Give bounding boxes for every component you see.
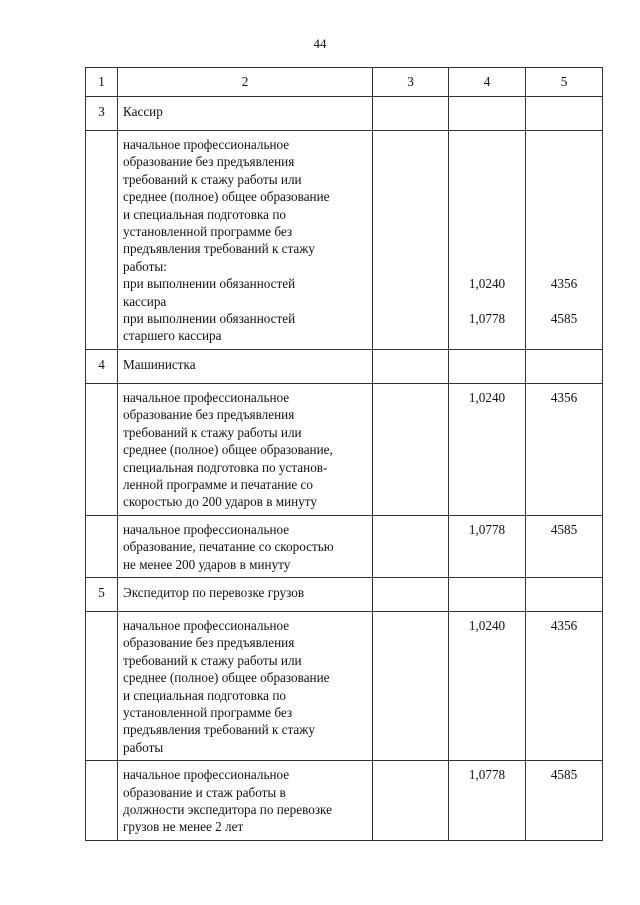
section-row-typist <box>86 349 603 383</box>
salary-value: 4356 <box>526 383 603 515</box>
header-cell-5: 5 <box>526 68 603 97</box>
empty-cell <box>373 761 449 841</box>
table-row <box>86 611 603 760</box>
empty-cell <box>373 383 449 515</box>
qualification-description: начальное профессиональное образование, печатание со скоростью не менее 200 ударов в минуту <box>118 515 373 577</box>
section-number: 3 <box>86 97 118 131</box>
position-title: Кассир <box>118 97 373 131</box>
coefficient-value: 1,0778 <box>449 515 526 577</box>
qualification-description: начальное профессиональное образование без предъявления требований к стажу работы или среднее (полное) общее образование и специальная подготовка по установленной программе без предъявления требований к стажу работы: при выполнении обязанностей кассира при выполнении обязанностей старшего кассира <box>118 131 373 350</box>
empty-cell <box>86 611 118 760</box>
empty-cell <box>86 383 118 515</box>
section-number: 5 <box>86 577 118 611</box>
salary-value: 4356 <box>526 611 603 760</box>
section-row-forwarder <box>86 577 603 611</box>
salary-value: 4585 <box>550 310 578 326</box>
table-header-row <box>86 68 603 97</box>
empty-cell <box>449 349 526 383</box>
section-number: 4 <box>86 349 118 383</box>
empty-cell <box>373 577 449 611</box>
qualification-description: начальное профессиональное образование без предъявления требований к стажу работы или среднее (полное) общее образование, специальная подготовка по установ- ленной программе и печатание со скоростью до 200 ударов в минуту <box>118 383 373 515</box>
header-cell-1: 1 <box>86 68 118 97</box>
empty-cell <box>526 97 603 131</box>
table-row <box>86 515 603 577</box>
coefficient-value: 1,0778 <box>468 310 506 326</box>
page-number: 44 <box>313 36 327 51</box>
empty-cell <box>526 577 603 611</box>
header-cell-4: 4 <box>449 68 526 97</box>
salary-value: 4356 <box>550 276 578 292</box>
header-cell-2: 2 <box>118 68 373 97</box>
empty-cell <box>449 577 526 611</box>
coefficient-cell <box>449 131 526 350</box>
salary-value: 4585 <box>526 515 603 577</box>
position-title: Экспедитор по перевозке грузов <box>118 577 373 611</box>
empty-cell <box>86 515 118 577</box>
header-cell-3: 3 <box>373 68 449 97</box>
coefficient-value: 1,0240 <box>449 611 526 760</box>
empty-cell <box>86 761 118 841</box>
empty-cell <box>86 131 118 350</box>
empty-cell <box>526 349 603 383</box>
empty-cell <box>373 515 449 577</box>
table-row <box>86 131 603 350</box>
coefficient-value: 1,0778 <box>449 761 526 841</box>
empty-cell <box>373 97 449 131</box>
qualification-description: начальное профессиональное образование и стаж работы в должности экспедитора по перевозке грузов не менее 2 лет <box>118 761 373 841</box>
coefficient-value: 1,0240 <box>468 276 506 292</box>
table-row <box>86 761 603 841</box>
coefficient-value: 1,0240 <box>449 383 526 515</box>
empty-cell <box>373 349 449 383</box>
position-title: Машинистка <box>118 349 373 383</box>
wage-table <box>85 67 603 841</box>
salary-cell <box>526 131 603 350</box>
empty-cell <box>373 131 449 350</box>
empty-cell <box>449 97 526 131</box>
table-row <box>86 383 603 515</box>
salary-value: 4585 <box>526 761 603 841</box>
qualification-description: начальное профессиональное образование без предъявления требований к стажу работы или среднее (полное) общее образование и специальная подготовка по установленной программе без предъявления требований к стажу работы <box>118 611 373 760</box>
section-row-cashier <box>86 97 603 131</box>
empty-cell <box>373 611 449 760</box>
